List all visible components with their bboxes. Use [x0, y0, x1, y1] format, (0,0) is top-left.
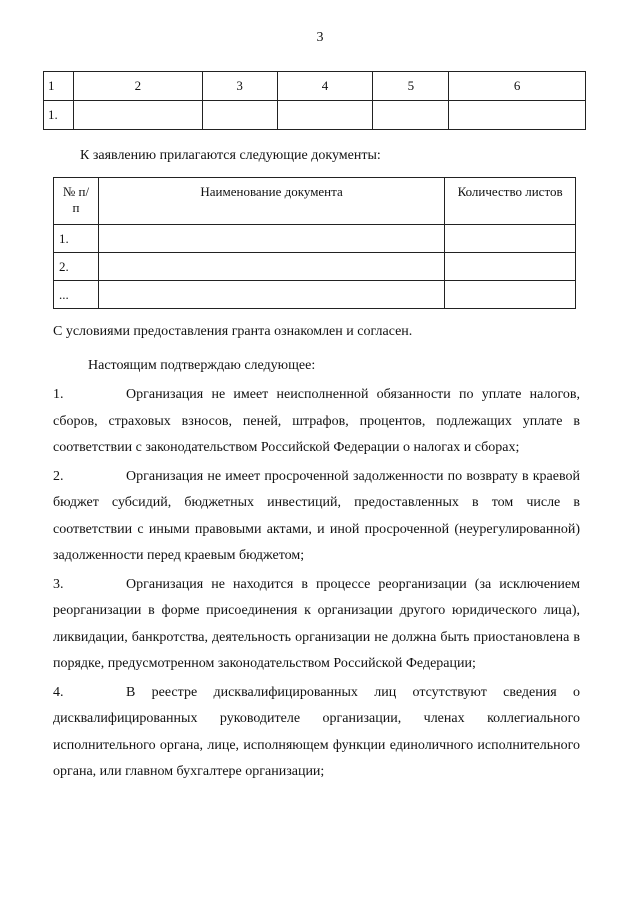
table-row — [54, 253, 576, 281]
table-row — [54, 225, 576, 253]
item-text: Организация не имеет неисполненной обязанности по уплате налогов, сборов, страховых взносов, пеней, штрафов, процентов, подлежащих уплате в соответствии с законодательством Российской Федерации о налогах и сборах; — [53, 387, 580, 455]
table-cell — [202, 101, 277, 130]
row-number: ... — [54, 281, 99, 309]
table-cell: 5 — [373, 72, 449, 101]
document-name-cell — [98, 253, 444, 281]
column-header-num: № п/п — [54, 178, 99, 225]
sheets-count-cell — [445, 253, 576, 281]
table-cell: 2 — [73, 72, 202, 101]
table-row — [44, 101, 586, 130]
list-item — [53, 464, 580, 570]
attachments-intro: К заявлению прилагаются следующие документы: — [80, 148, 381, 163]
table-cell — [277, 101, 373, 130]
column-header-sheets: Количество листов — [445, 178, 576, 225]
table-cell: 4 — [277, 72, 373, 101]
sheets-count-cell — [445, 225, 576, 253]
row-number: 2. — [54, 253, 99, 281]
attachments-table — [53, 177, 576, 309]
table-cell: 3 — [202, 72, 277, 101]
table-cell: 1. — [44, 101, 74, 130]
table-header-row — [54, 178, 576, 225]
item-number: 3. — [53, 576, 64, 592]
list-item — [53, 572, 580, 678]
list-item — [53, 382, 580, 462]
sheets-count-cell — [445, 281, 576, 309]
confirmation-list — [53, 382, 580, 788]
item-text: В реестре дисквалифицированных лиц отсутствуют сведения о дисквалифицированных руководителе организации, членах коллегиального исполнительного органа, лице, исполняющем функции единоличного исполнительного органа, или главном бухгалтере организации; — [53, 684, 580, 779]
item-text: Организация не находится в процессе реорганизации (за исключением реорганизации в форме присоединения к организации другого юридического лица), ликвидации, банкротства, деятельность организации не должна быть приостановлена в порядке, предусмотренном законодательством Российской Федерации; — [53, 576, 580, 671]
column-header-name: Наименование документа — [98, 178, 444, 225]
document-name-cell — [98, 225, 444, 253]
row-number: 1. — [54, 225, 99, 253]
table-header-row — [44, 72, 586, 101]
item-text: Организация не имеет просроченной задолженности по возврату в краевой бюджет субсидий, бюджетных инвестиций, предоставленных в том числе в соответствии с иными правовыми актами, и иной просроченной (неурегулированной) задолженности перед краевым бюджетом; — [53, 468, 580, 563]
item-number: 1. — [53, 387, 64, 402]
page-number: 3 — [316, 30, 324, 45]
agreement-statement: С условиями предоставления гранта ознакомлен и согласен. — [53, 324, 413, 339]
applicant-table — [43, 71, 586, 130]
document-name-cell — [98, 281, 444, 309]
table-cell — [73, 101, 202, 130]
table-cell — [373, 101, 449, 130]
table-cell — [449, 101, 586, 130]
list-item — [53, 680, 580, 786]
confirmation-intro: Настоящим подтверждаю следующее: — [88, 358, 316, 373]
table-cell: 6 — [449, 72, 586, 101]
item-number: 4. — [53, 684, 64, 700]
table-cell: 1 — [44, 72, 74, 101]
table-row — [54, 281, 576, 309]
item-number: 2. — [53, 468, 64, 484]
